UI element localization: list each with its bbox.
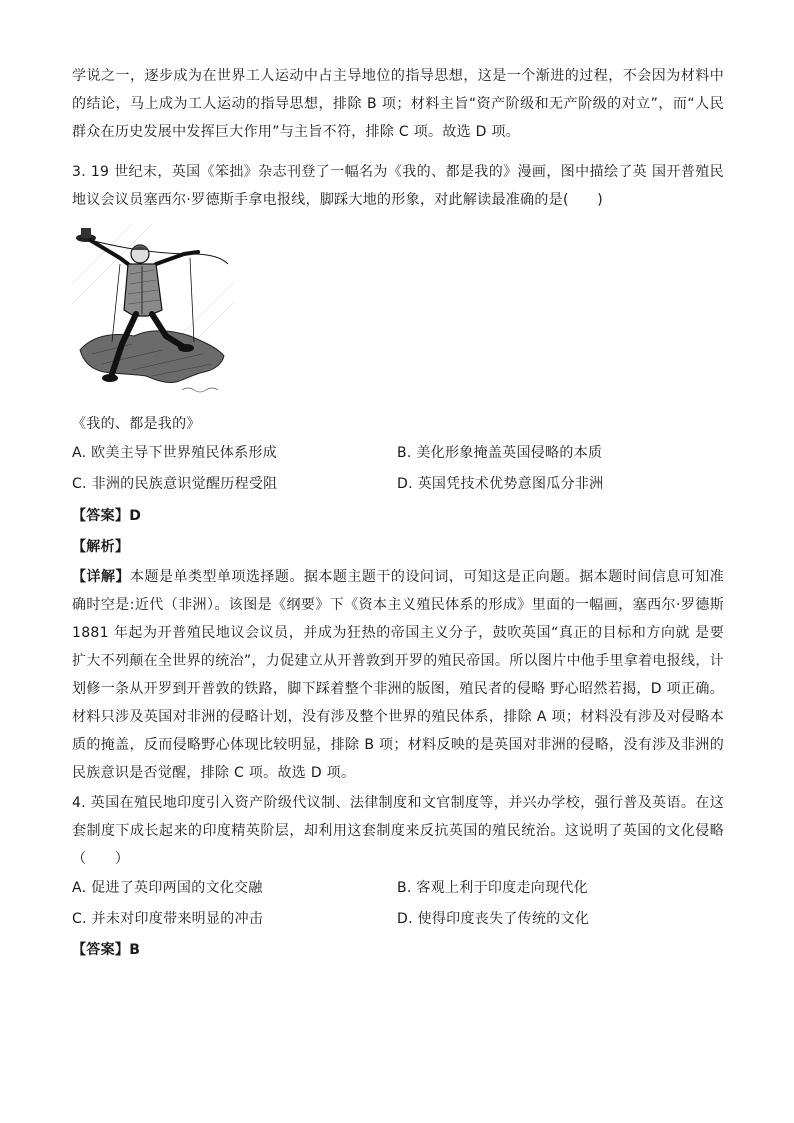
document-page — [72, 62, 724, 966]
option-c: C. 并未对印度带来明显的冲击 — [72, 911, 264, 927]
detail-label: 【详解】 — [72, 569, 130, 585]
answer-value: B — [129, 942, 141, 958]
option-a: A. 促进了英印两国的文化交融 — [72, 880, 263, 896]
cartoon-image — [72, 224, 234, 400]
question-3-detail — [72, 563, 724, 787]
question-3-answer — [72, 501, 724, 532]
question-4-stem: 4. 英国在殖民地印度引入资产阶级代议制、法律制度和文官制度等，并兴办学校，强行普及英语。在这套制度下成长起来的印度精英阶层，却利用这套制度来反抗英国的殖民统治。这说明了英国的文化侵略（ ） — [72, 795, 724, 867]
option-a: A. 欧美主导下世界殖民体系形成 — [72, 445, 278, 461]
detail-text: 本题是单类型单项选择题。据本题主题干的设问词，可知这是正向题。据本题时间信息可知准确时空是:近代（非洲）。该图是《纲要》下《资本主义殖民体系的形成》里面的一幅画，塞西尔·罗德斯 1881 年起为开普殖民地议会议员，并成为狂热的帝国主义分子，鼓吹英国“真正的目标和方向就 是要扩大不列颠在全世界的统治”，力促建立从开普敦到开罗的殖民帝国。所以图片中他手里拿着电报线，计划修一条从开罗到开普敦的铁路，脚下踩着整个非洲的版图，殖民者的侵略 野心昭然若揭，D 项正确。材料只涉及英国对非洲的侵略计划，没有涉及整个世界的殖民体系，排除 A 项；材料没有涉及对侵略本质的掩盖，反而侵略野心体现比较明显，排除 B 项；材料反映的是英国对非洲的侵略，没有涉及非洲的民族意识是否觉醒，排除 C 项。故选 D 项。 — [72, 569, 724, 781]
question-4-answer — [72, 935, 724, 966]
option-b: B. 客观上利于印度走向现代化 — [397, 880, 589, 896]
previous-explanation: 学说之一，逐步成为在世界工人运动中占主导地位的指导思想，这是一个渐进的过程，不会因为材料中的结论，马上成为工人运动的指导思想，排除 B 项；材料主旨“资产阶级和无产阶级的对立”，而“人民群众在历史发展中发挥巨大作用”与主旨不符，排除 C 项。故选 D 项。 — [72, 68, 724, 140]
option-d: D. 英国凭技术优势意图瓜分非洲 — [397, 476, 604, 492]
option-c: C. 非洲的民族意识觉醒历程受阻 — [72, 476, 278, 492]
option-d: D. 使得印度丧失了传统的文化 — [397, 911, 590, 927]
option-b: B. 美化形象掩盖英国侵略的本质 — [397, 445, 603, 461]
cartoon-caption: 《我的、都是我的》 — [72, 416, 201, 432]
question-4-options — [72, 873, 724, 935]
question-3-options — [72, 438, 724, 500]
analysis-label: 【解析】 — [72, 539, 130, 555]
answer-label: 【答案】 — [72, 508, 130, 524]
answer-label: 【答案】 — [72, 942, 130, 958]
question-3-stem: 3. 19 世纪末，英国《笨拙》杂志刊登了一幅名为《我的、都是我的》漫画，图中描绘了英 国开普殖民地议会议员塞西尔·罗德斯手拿电报线，脚踩大地的形象，对此解读最准确的是( ) — [72, 164, 724, 208]
answer-value: D — [129, 508, 142, 524]
